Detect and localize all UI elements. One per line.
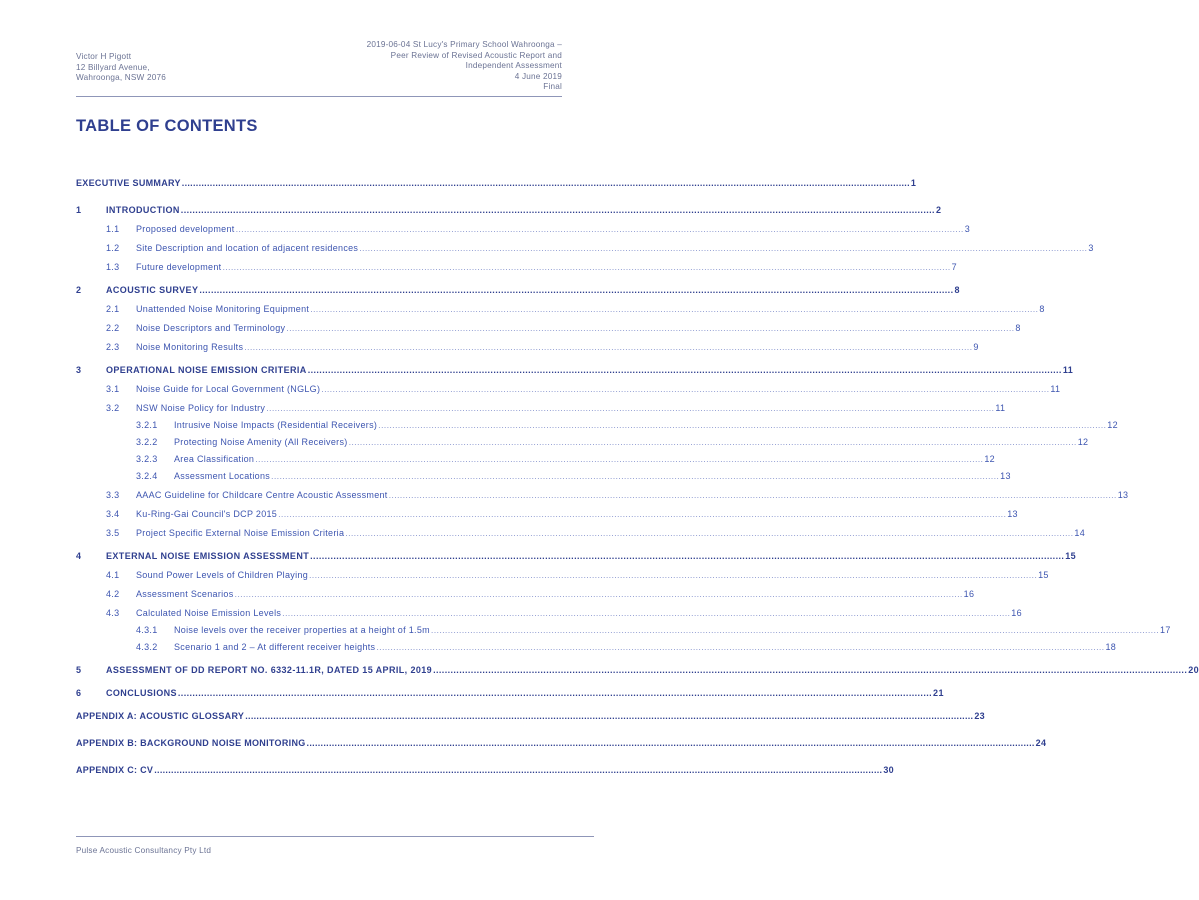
toc-leader-dots: ....................................................................................................................................................................................................................................................................	[348, 437, 1077, 447]
toc-entry[interactable]	[76, 686, 944, 699]
toc-entry-page: 23	[974, 711, 985, 721]
toc-entry-title: Ku-Ring-Gai Council's DCP 2015	[136, 509, 278, 519]
toc-entry-title: APPENDIX C: CV	[76, 765, 154, 775]
toc-entry-page: 9	[973, 342, 979, 352]
toc-entry[interactable]	[76, 382, 1061, 395]
toc-entry-page: 13	[1000, 471, 1011, 481]
toc-entry-page: 12	[1107, 420, 1118, 430]
toc-entry-page: 3	[964, 224, 970, 234]
toc-entry-number: 4.3.2	[136, 642, 158, 652]
toc-entry-number: 4.3.1	[136, 625, 158, 635]
toc-entry-page: 12	[1077, 437, 1089, 447]
footer-company: Pulse Acoustic Consultancy Pty Ltd	[76, 846, 212, 855]
toc-entry[interactable]	[76, 623, 1171, 636]
toc-entry[interactable]	[76, 176, 917, 189]
toc-leader-dots: ....................................................................................................................................................................................................................................................................	[154, 765, 883, 775]
toc-entry-number: 1	[76, 205, 82, 215]
document-reference	[367, 40, 562, 93]
toc-entry-number: 4.1	[106, 570, 120, 580]
toc-leader-dots: ....................................................................................................................................................................................................................................................................	[306, 738, 1035, 748]
toc-entry-page: 7	[951, 262, 957, 272]
toc-entry[interactable]	[76, 526, 1086, 539]
toc-entry-page: 17	[1160, 625, 1171, 635]
toc-leader-dots: ....................................................................................................................................................................................................................................................................	[345, 528, 1074, 538]
toc-entry[interactable]	[76, 763, 894, 776]
toc-entry[interactable]	[76, 435, 1089, 448]
toc-entry-number: 1.1	[106, 224, 120, 234]
toc-entry-title: Noise Guide for Local Government (NGLG)	[136, 384, 321, 394]
toc-entry-number: 3.4	[106, 509, 120, 519]
toc-entry-page: 13	[1007, 509, 1018, 519]
toc-entry-number: 3.2.2	[136, 437, 158, 447]
toc-entry-number: 3.2.3	[136, 454, 158, 464]
toc-entry-title: ASSESSMENT OF DD REPORT NO. 6332-11.1R, DATED 15 APRIL, 2019	[106, 665, 433, 675]
toc-leader-dots: ....................................................................................................................................................................................................................................................................	[180, 205, 935, 215]
toc-entry-page: 24	[1035, 738, 1047, 748]
toc-leader-dots: ....................................................................................................................................................................................................................................................................	[266, 403, 995, 413]
toc-entry-title: INTRODUCTION	[106, 205, 180, 215]
toc-entry-number: 3.2.1	[136, 420, 158, 430]
toc-leader-dots: ....................................................................................................................................................................................................................................................................	[310, 304, 1039, 314]
footer-rule	[76, 836, 594, 837]
toc-entry-title: Project Specific External Noise Emission Criteria	[136, 528, 345, 538]
toc-entry-title: Noise levels over the receiver properties at a height of 1.5m	[174, 625, 430, 635]
toc-entry[interactable]	[76, 203, 942, 216]
toc-entry-page: 15	[1038, 570, 1049, 580]
toc-entry-number: 3.2.4	[136, 471, 158, 481]
toc-entry[interactable]	[76, 363, 1074, 376]
reference-line: 4 June 2019	[514, 71, 562, 81]
toc-entry-number: 3.1	[106, 384, 120, 394]
toc-entry-title: Intrusive Noise Impacts (Residential Receivers)	[174, 420, 378, 430]
toc-entry-title: APPENDIX B: BACKGROUND NOISE MONITORING	[76, 738, 306, 748]
toc-leader-dots: ....................................................................................................................................................................................................................................................................	[309, 570, 1038, 580]
toc-entry-number: 3.5	[106, 528, 120, 538]
toc-entry-page: 1	[910, 178, 917, 188]
address-line: Wahroonga, NSW 2076	[76, 73, 166, 82]
toc-entry-page: 16	[963, 589, 975, 599]
reference-line: Final	[543, 82, 562, 91]
reference-line: Independent Assessment	[465, 61, 562, 70]
toc-entry-number: 3	[76, 365, 82, 375]
toc-entry-number: 4.2	[106, 589, 120, 599]
toc-leader-dots: ....................................................................................................................................................................................................................................................................	[430, 625, 1160, 635]
toc-leader-dots: ....................................................................................................................................................................................................................................................................	[181, 178, 910, 188]
toc-entry-number: 2.1	[106, 304, 120, 314]
toc-leader-dots: ....................................................................................................................................................................................................................................................................	[282, 608, 1011, 618]
toc-leader-dots: ....................................................................................................................................................................................................................................................................	[271, 471, 1000, 481]
toc-entry-title: Noise Monitoring Results	[136, 342, 244, 352]
toc-leader-dots: ....................................................................................................................................................................................................................................................................	[199, 285, 954, 295]
toc-leader-dots: ....................................................................................................................................................................................................................................................................	[307, 365, 1062, 375]
toc-entry-page: 8	[1015, 323, 1021, 333]
toc-entry[interactable]	[76, 401, 1006, 414]
toc-entry[interactable]	[76, 709, 985, 722]
toc-entry-title: APPENDIX A: ACOUSTIC GLOSSARY	[76, 711, 245, 721]
toc-entry[interactable]	[76, 222, 970, 235]
toc-entry-page: 11	[1062, 365, 1074, 375]
author-address	[76, 52, 166, 84]
toc-entry-number: 1.2	[106, 243, 120, 253]
toc-entry[interactable]	[76, 241, 1094, 254]
toc-entry[interactable]	[76, 736, 1047, 749]
toc-entry-title: Area Classification	[174, 454, 255, 464]
toc-entry-title: Future development	[136, 262, 222, 272]
reference-line: 2019-06-04 St Lucy's Primary School Wahroonga –	[366, 40, 562, 49]
toc-leader-dots: ....................................................................................................................................................................................................................................................................	[376, 642, 1105, 652]
toc-entry[interactable]	[76, 302, 1045, 315]
toc-entry[interactable]	[76, 606, 1022, 619]
toc-leader-dots: ....................................................................................................................................................................................................................................................................	[244, 342, 973, 352]
toc-entry-title: Site Description and location of adjacent residences	[136, 243, 359, 253]
toc-entry-title: CONCLUSIONS	[106, 688, 177, 698]
toc-entry[interactable]	[76, 488, 1129, 501]
toc-entry-page: 14	[1074, 528, 1086, 538]
toc-entry-title: Assessment Scenarios	[136, 589, 234, 599]
toc-entry-title: Sound Power Levels of Children Playing	[136, 570, 308, 580]
toc-leader-dots: ....................................................................................................................................................................................................................................................................	[310, 551, 1065, 561]
toc-entry-title: NSW Noise Policy for Industry	[136, 403, 266, 413]
toc-entry[interactable]	[76, 549, 1077, 562]
toc-entry[interactable]	[76, 321, 1021, 334]
toc-entry[interactable]	[76, 283, 960, 296]
toc-entry-page: 3	[1088, 243, 1094, 253]
toc-entry-number: 3.2	[106, 403, 120, 413]
toc-leader-dots: ....................................................................................................................................................................................................................................................................	[378, 420, 1107, 430]
toc-leader-dots: ....................................................................................................................................................................................................................................................................	[177, 688, 933, 698]
reference-line: Peer Review of Revised Acoustic Report and	[390, 50, 562, 60]
toc-leader-dots: ....................................................................................................................................................................................................................................................................	[234, 589, 963, 599]
toc-entry-title: OPERATIONAL NOISE EMISSION CRITERIA	[106, 365, 307, 375]
toc-entry-title: AAAC Guideline for Childcare Centre Acoustic Assessment	[136, 490, 388, 500]
toc-entry[interactable]	[76, 568, 1049, 581]
toc-entry[interactable]	[76, 663, 1199, 676]
toc-entry-title: ACOUSTIC SURVEY	[106, 285, 199, 295]
toc-leader-dots: ....................................................................................................................................................................................................................................................................	[245, 711, 974, 721]
toc-entry-page: 8	[954, 285, 960, 295]
page-title: TABLE OF CONTENTS	[76, 117, 258, 135]
toc-entry[interactable]	[76, 260, 957, 273]
toc-entry-title: EXTERNAL NOISE EMISSION ASSESSMENT	[106, 551, 310, 561]
toc-entry-page: 15	[1065, 551, 1077, 561]
toc-entry-page: 11	[1050, 384, 1061, 394]
toc-leader-dots: ....................................................................................................................................................................................................................................................................	[359, 243, 1088, 253]
toc-leader-dots: ....................................................................................................................................................................................................................................................................	[388, 490, 1117, 500]
toc-entry-title: Scenario 1 and 2 – At different receiver heights	[174, 642, 376, 652]
toc-entry-page: 20	[1188, 665, 1199, 675]
toc-entry[interactable]	[76, 640, 1117, 653]
toc-entry-number: 2	[76, 285, 82, 295]
toc-leader-dots: ....................................................................................................................................................................................................................................................................	[321, 384, 1050, 394]
toc-leader-dots: ....................................................................................................................................................................................................................................................................	[235, 224, 964, 234]
toc-entry[interactable]	[76, 587, 975, 600]
address-line: Victor H Pigott	[76, 52, 132, 61]
toc-leader-dots: ....................................................................................................................................................................................................................................................................	[278, 509, 1007, 519]
address-line: 12 Billyard Avenue,	[76, 62, 150, 72]
toc-entry-title: Calculated Noise Emission Levels	[136, 608, 282, 618]
toc-leader-dots: ....................................................................................................................................................................................................................................................................	[286, 323, 1015, 333]
toc-entry-number: 3.3	[106, 490, 120, 500]
toc-entry-page: 11	[995, 403, 1006, 413]
toc-entry[interactable]	[76, 469, 1011, 482]
toc-entry[interactable]	[76, 507, 1018, 520]
toc-entry-number: 4	[76, 551, 82, 561]
toc-leader-dots: ....................................................................................................................................................................................................................................................................	[255, 454, 984, 464]
toc-entry-number: 4.3	[106, 608, 120, 618]
toc-entry-page: 16	[1011, 608, 1022, 618]
toc-entry-number: 2.3	[106, 342, 120, 352]
toc-entry-title: Protecting Noise Amenity (All Receivers)	[174, 437, 348, 447]
toc-leader-dots: ....................................................................................................................................................................................................................................................................	[433, 665, 1188, 675]
toc-entry-page: 13	[1117, 490, 1129, 500]
toc-entry-page: 21	[933, 688, 944, 698]
toc-leader-dots: ....................................................................................................................................................................................................................................................................	[222, 262, 951, 272]
toc-entry-page: 8	[1039, 304, 1045, 314]
toc-entry[interactable]	[76, 452, 995, 465]
toc-entry-title: Assessment Locations	[174, 471, 271, 481]
toc-entry-title: Unattended Noise Monitoring Equipment	[136, 304, 310, 314]
toc-entry-page: 2	[935, 205, 942, 215]
toc-entry-title: Proposed development	[136, 224, 235, 234]
toc-entry-page: 18	[1105, 642, 1117, 652]
toc-entry-title: Noise Descriptors and Terminology	[136, 323, 286, 333]
toc-entry-number: 1.3	[106, 262, 120, 272]
toc-entry-title: EXECUTIVE SUMMARY	[76, 178, 181, 188]
toc-entry-page: 30	[883, 765, 894, 775]
toc-entry-page: 12	[984, 454, 995, 464]
toc-entry-number: 5	[76, 665, 82, 675]
toc-entry[interactable]	[76, 340, 979, 353]
toc-entry-number: 2.2	[106, 323, 120, 333]
toc-entry[interactable]	[76, 418, 1118, 431]
page-header	[76, 40, 562, 97]
toc-entry-number: 6	[76, 688, 82, 698]
